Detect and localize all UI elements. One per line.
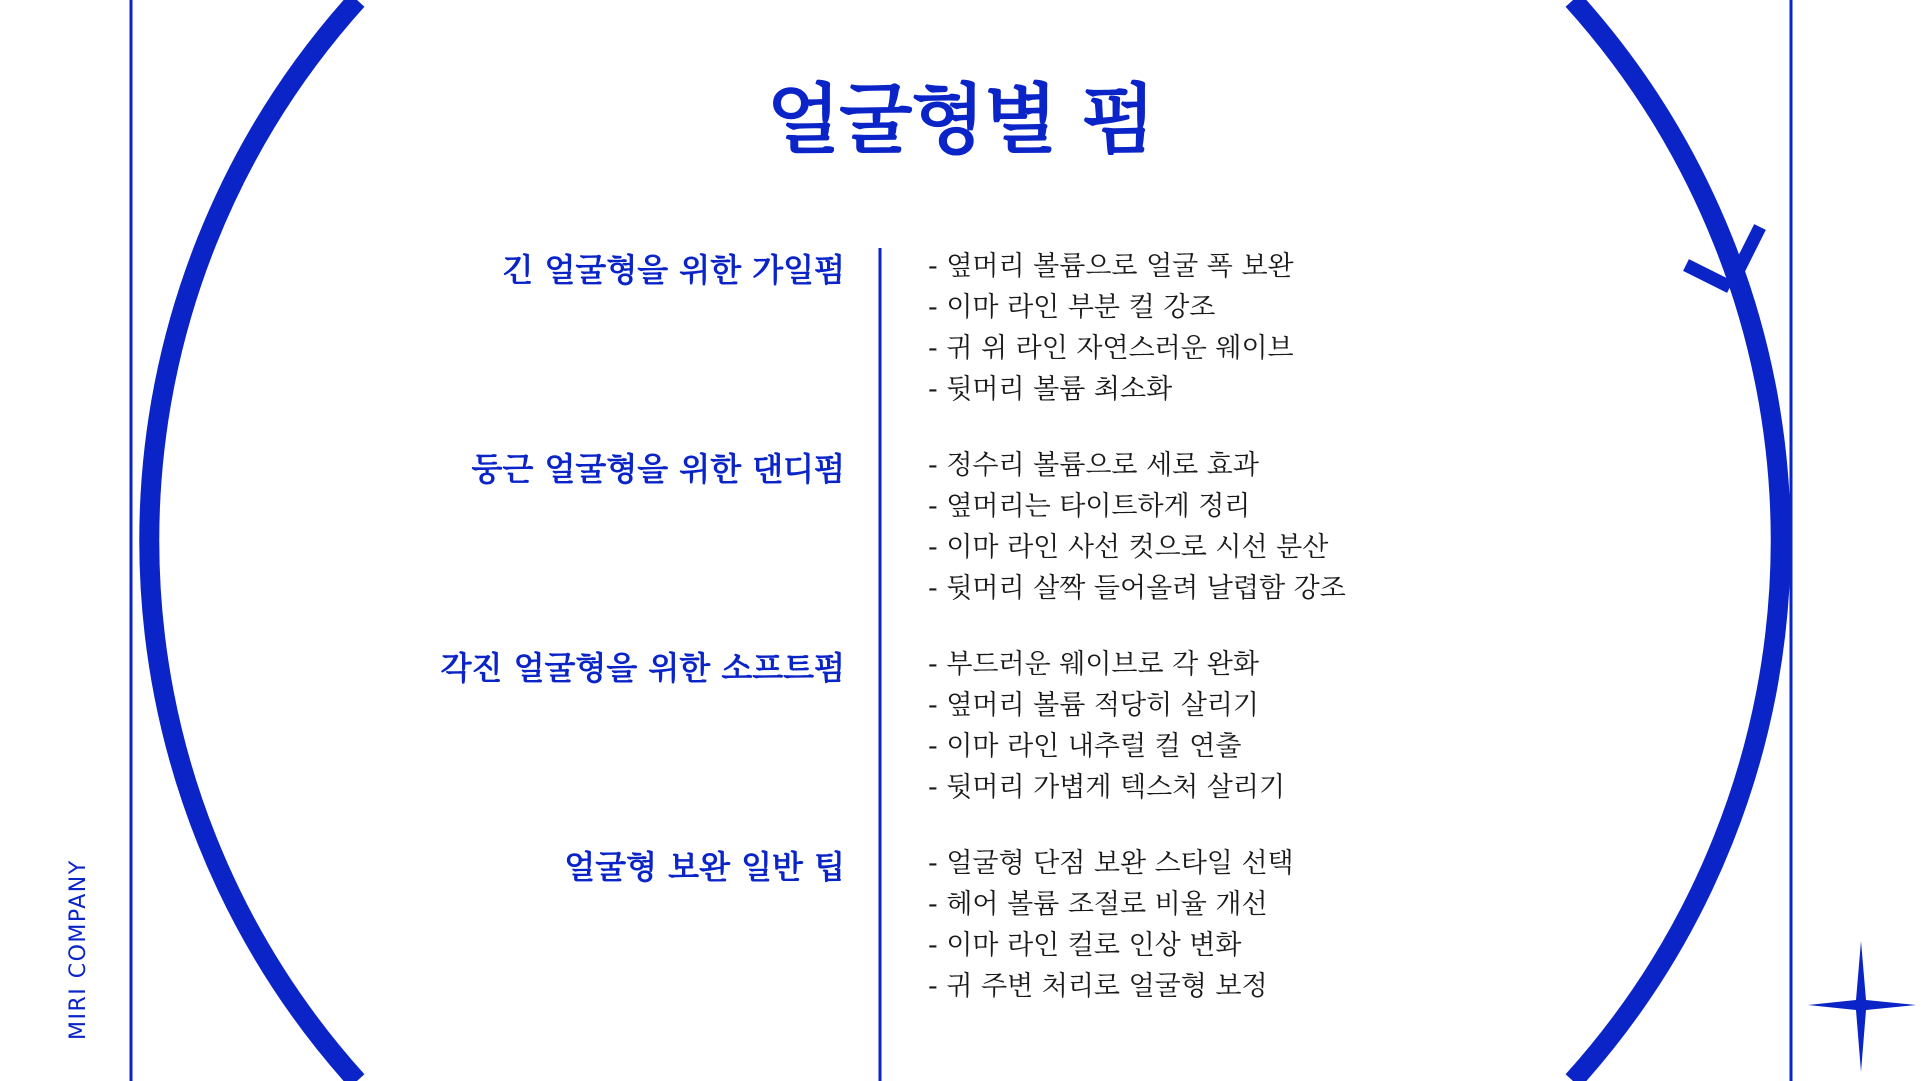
list-item: - 뒷머리 살짝 들어올려 날렵함 강조 <box>928 573 1346 604</box>
list-item: - 뒷머리 가볍게 텍스처 살리기 <box>928 772 1286 803</box>
list-item: - 귀 위 라인 자연스러운 웨이브 <box>928 333 1294 364</box>
brand-label: MIRI COMPANY <box>66 859 91 1040</box>
list-item: - 이마 라인 부분 컬 강조 <box>928 292 1216 323</box>
sparkle-star-icon <box>1808 941 1916 1072</box>
section-list-long-face <box>928 246 1294 410</box>
list-item: - 부드러운 웨이브로 각 완화 <box>928 649 1259 680</box>
list-item: - 뒷머리 볼륨 최소화 <box>928 374 1173 405</box>
section-list-general-tips <box>928 843 1294 1007</box>
section-heading-general-tips: 얼굴형 보완 일반 팁 <box>564 848 845 886</box>
section-heading-round-face: 둥근 얼굴형을 위한 댄디펌 <box>471 450 845 488</box>
list-item: - 이마 라인 내추럴 컬 연출 <box>928 731 1242 762</box>
list-item: - 이마 라인 컬로 인상 변화 <box>928 930 1242 961</box>
list-item: - 옆머리는 타이트하게 정리 <box>928 491 1251 522</box>
left-arc <box>149 0 357 1081</box>
page-title: 얼굴형별 펌 <box>766 75 1155 164</box>
list-item: - 귀 주변 처리로 얼굴형 보정 <box>928 971 1268 1002</box>
list-item: - 옆머리 볼륨 적당히 살리기 <box>928 690 1259 721</box>
list-item: - 옆머리 볼륨으로 얼굴 폭 보완 <box>928 251 1294 282</box>
section-heading-angular-face: 각진 얼굴형을 위한 소프트펌 <box>440 649 845 687</box>
section-list-round-face <box>928 445 1346 609</box>
list-item: - 이마 라인 사선 컷으로 시선 분산 <box>928 532 1329 563</box>
section-list-angular-face <box>928 644 1285 808</box>
list-item: - 정수리 볼륨으로 세로 효과 <box>928 450 1259 481</box>
right-arc <box>1573 0 1781 1081</box>
section-heading-long-face: 긴 얼굴형을 위한 가일펌 <box>502 251 845 289</box>
list-item: - 얼굴형 단점 보완 스타일 선택 <box>928 848 1294 879</box>
list-item: - 헤어 볼륨 조절로 비율 개선 <box>928 889 1268 920</box>
